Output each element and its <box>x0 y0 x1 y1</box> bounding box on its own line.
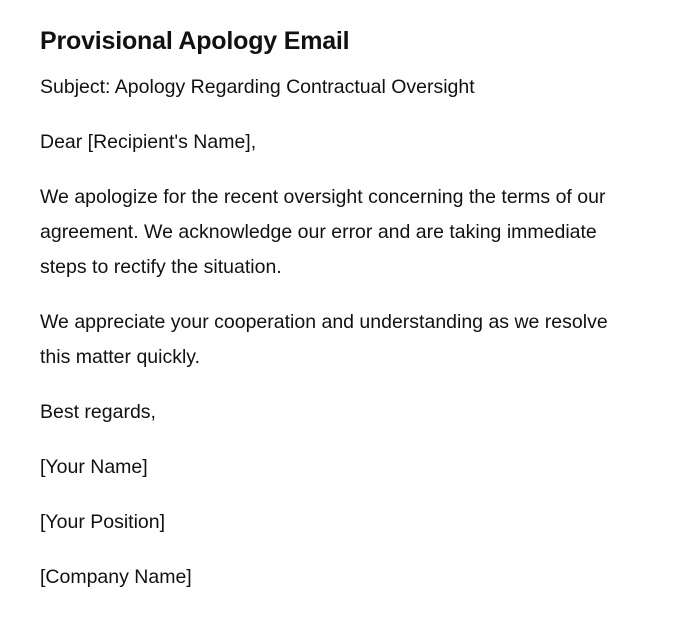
email-subject: Subject: Apology Regarding Contractual Oversight <box>40 76 475 98</box>
signature-position: [Your Position] <box>40 511 166 533</box>
body-paragraph-1: We apologize for the recent oversight concerning the terms of our agreement. We acknowledge our error and are taking immediate steps to rectify the situation. <box>40 186 606 278</box>
document-title: Provisional Apology Email <box>40 27 350 55</box>
signature-name: [Your Name] <box>40 456 148 478</box>
signature-company: [Company Name] <box>40 566 192 588</box>
body-paragraph-2: We appreciate your cooperation and understanding as we resolve this matter quickly. <box>40 311 608 368</box>
email-closing: Best regards, <box>40 401 156 423</box>
email-greeting: Dear [Recipient's Name], <box>40 131 257 153</box>
